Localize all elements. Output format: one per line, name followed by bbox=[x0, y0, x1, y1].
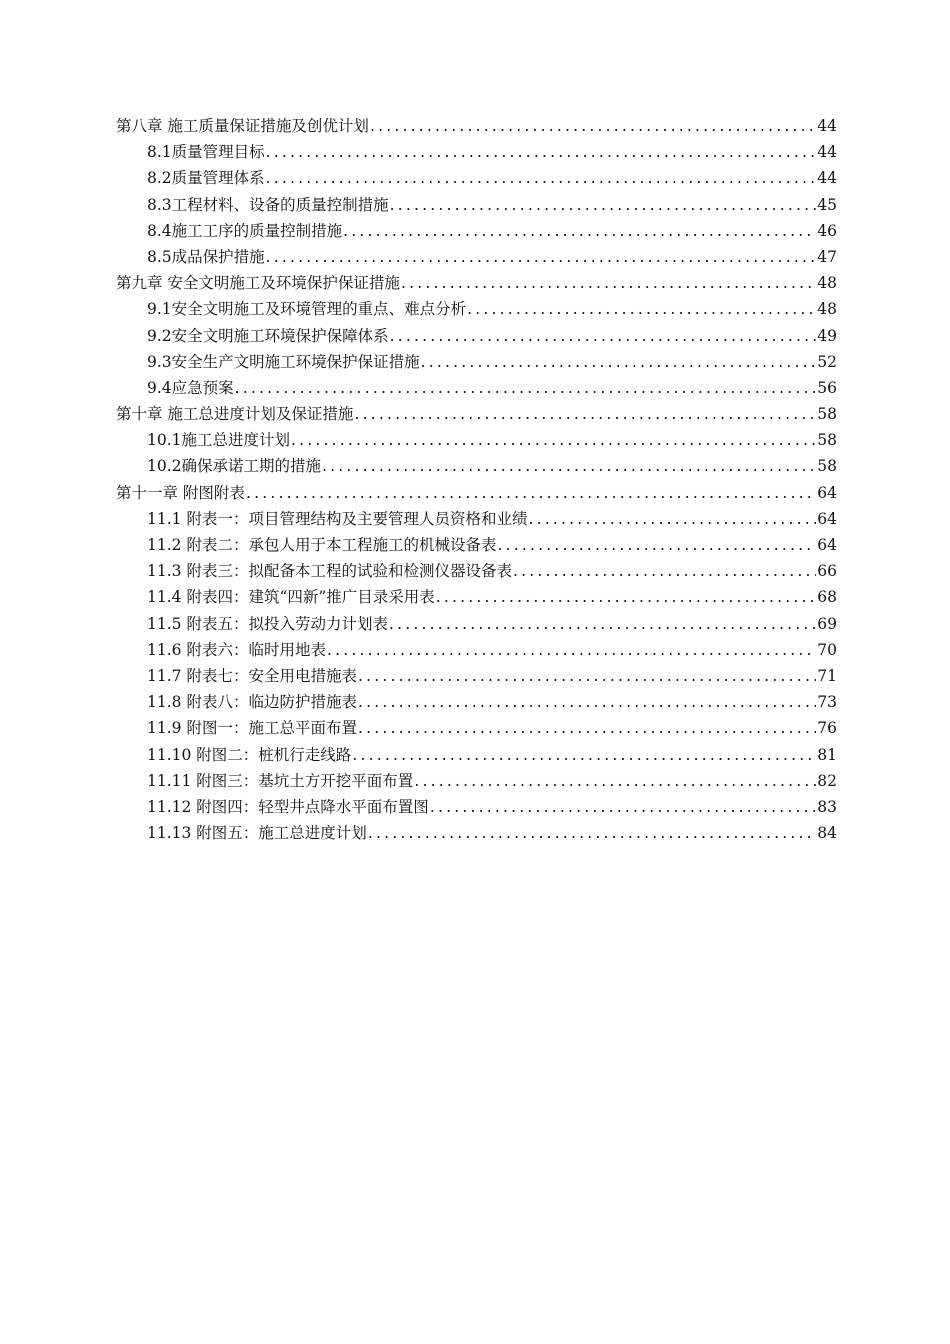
toc-dot-leader bbox=[497, 532, 816, 558]
toc-page-number: 52 bbox=[817, 352, 837, 371]
toc-page-number: 64 bbox=[817, 483, 837, 502]
toc-entry-title: 11.11 附图三：基坑土方开挖平面布置 bbox=[147, 771, 414, 790]
toc-entry-title: 第八章 施工质量保证措施及创优计划 bbox=[116, 117, 369, 135]
toc-dot-leader bbox=[390, 323, 817, 349]
toc-page-number: 83 bbox=[817, 797, 837, 816]
toc-dot-leader bbox=[322, 453, 816, 479]
toc-page-number: 84 bbox=[817, 824, 837, 843]
toc-section-entry[interactable] bbox=[116, 558, 837, 584]
toc-entry-title: 9.2安全文明施工环境保护保障体系 bbox=[147, 326, 389, 345]
toc-section-entry[interactable] bbox=[116, 427, 837, 453]
toc-entry-title: 11.13 附图五：施工总进度计划 bbox=[147, 824, 367, 843]
toc-chapter-entry[interactable] bbox=[116, 480, 837, 506]
toc-dot-leader bbox=[436, 584, 816, 610]
toc-page-number: 56 bbox=[817, 378, 837, 397]
toc-entry-title: 11.2 附表二：承包人用于本工程施工的机械设备表 bbox=[147, 536, 497, 554]
toc-chapter-entry[interactable] bbox=[116, 401, 837, 427]
toc-dot-leader bbox=[389, 611, 816, 637]
toc-entry-title: 8.3工程材料、设备的质量控制措施 bbox=[147, 195, 389, 214]
toc-section-entry[interactable] bbox=[116, 663, 837, 689]
toc-dot-leader bbox=[421, 349, 817, 375]
toc-page-number: 64 bbox=[817, 509, 837, 528]
toc-dot-leader bbox=[358, 715, 816, 741]
toc-entry-title: 11.8 附表八：临边防护措施表 bbox=[147, 693, 357, 712]
toc-dot-leader bbox=[370, 113, 816, 139]
toc-dot-leader bbox=[401, 270, 816, 296]
toc-page-number: 68 bbox=[817, 588, 837, 607]
toc-dot-leader bbox=[266, 244, 817, 270]
toc-page-number: 48 bbox=[817, 274, 837, 293]
toc-dot-leader bbox=[414, 768, 816, 794]
toc-dot-leader bbox=[390, 192, 817, 218]
toc-entry-title: 第九章 安全文明施工及环境保护保证措施 bbox=[116, 274, 400, 293]
toc-dot-leader bbox=[327, 637, 816, 663]
toc-section-entry[interactable] bbox=[116, 506, 837, 532]
toc-dot-leader bbox=[368, 820, 816, 846]
toc-dot-leader bbox=[513, 558, 816, 584]
toc-page-number: 73 bbox=[817, 693, 837, 712]
toc-section-entry[interactable] bbox=[116, 820, 837, 846]
toc-page-number: 58 bbox=[817, 405, 837, 424]
toc-section-entry[interactable] bbox=[116, 689, 837, 715]
toc-page-number: 47 bbox=[817, 247, 837, 266]
toc-page-number: 48 bbox=[817, 300, 837, 319]
toc-entry-title: 10.1施工总进度计划 bbox=[147, 431, 291, 450]
toc-page-number: 64 bbox=[817, 536, 837, 554]
toc-section-entry[interactable] bbox=[116, 715, 837, 741]
toc-dot-leader bbox=[354, 401, 816, 427]
toc-section-entry[interactable] bbox=[116, 532, 837, 558]
toc-entry-title: 11.9 附图一：施工总平面布置 bbox=[147, 719, 357, 738]
toc-dot-leader bbox=[467, 296, 816, 322]
toc-page-number: 46 bbox=[817, 221, 837, 240]
toc-section-entry[interactable] bbox=[116, 742, 837, 768]
toc-chapter-entry[interactable] bbox=[116, 113, 837, 139]
toc-entry-title: 10.2确保承诺工期的措施 bbox=[147, 457, 322, 476]
toc-section-entry[interactable] bbox=[116, 244, 837, 270]
toc-dot-leader bbox=[358, 663, 816, 689]
toc-section-entry[interactable] bbox=[116, 794, 837, 820]
toc-section-entry[interactable] bbox=[116, 296, 837, 322]
toc-section-entry[interactable] bbox=[116, 375, 837, 401]
toc-entry-title: 11.7 附表七：安全用电措施表 bbox=[147, 666, 357, 685]
toc-section-entry[interactable] bbox=[116, 453, 837, 479]
toc-entry-title: 11.1 附表一：项目管理结构及主要管理人员资格和业绩 bbox=[147, 509, 528, 528]
toc-page-number: 44 bbox=[817, 169, 837, 188]
toc-page-number: 81 bbox=[817, 745, 837, 764]
toc-section-entry[interactable] bbox=[116, 218, 837, 244]
toc-page-number: 45 bbox=[817, 195, 837, 214]
toc-section-entry[interactable] bbox=[116, 165, 837, 191]
toc-section-entry[interactable] bbox=[116, 349, 837, 375]
toc-entry-title: 9.1安全文明施工及环境管理的重点、难点分析 bbox=[147, 300, 467, 319]
toc-entry-title: 9.4应急预案 bbox=[147, 378, 234, 397]
toc-entry-title: 11.10 附图二：桩机行走线路 bbox=[147, 745, 352, 764]
toc-dot-leader bbox=[352, 742, 816, 768]
toc-dot-leader bbox=[430, 794, 816, 820]
toc-entry-title: 第十章 施工总进度计划及保证措施 bbox=[116, 405, 354, 424]
toc-entry-title: 11.3 附表三：拟配备本工程的试验和检测仪器设备表 bbox=[147, 562, 512, 581]
toc-entry-title: 第十一章 附图附表 bbox=[116, 483, 245, 502]
toc-dot-leader bbox=[266, 139, 817, 165]
table-of-contents bbox=[116, 113, 837, 846]
toc-section-entry[interactable] bbox=[116, 139, 837, 165]
toc-entry-title: 8.1质量管理目标 bbox=[147, 143, 265, 162]
toc-page-number: 70 bbox=[817, 640, 837, 659]
toc-page-number: 69 bbox=[817, 614, 837, 633]
toc-section-entry[interactable] bbox=[116, 192, 837, 218]
toc-entry-title: 9.3安全生产文明施工环境保护保证措施 bbox=[147, 352, 420, 371]
toc-dot-leader bbox=[358, 689, 816, 715]
toc-page-number: 44 bbox=[817, 117, 837, 135]
toc-page-number: 58 bbox=[817, 431, 837, 450]
toc-page-number: 49 bbox=[817, 326, 837, 345]
toc-page-number: 66 bbox=[817, 562, 837, 581]
toc-dot-leader bbox=[291, 427, 816, 453]
toc-page-number: 82 bbox=[817, 771, 837, 790]
toc-entry-title: 11.12 附图四：轻型井点降水平面布置图 bbox=[147, 797, 429, 816]
toc-entry-title: 8.5成品保护措施 bbox=[147, 247, 265, 266]
toc-chapter-entry[interactable] bbox=[116, 270, 837, 296]
toc-dot-leader bbox=[343, 218, 816, 244]
toc-section-entry[interactable] bbox=[116, 584, 837, 610]
toc-section-entry[interactable] bbox=[116, 611, 837, 637]
toc-dot-leader bbox=[266, 165, 817, 191]
toc-section-entry[interactable] bbox=[116, 637, 837, 663]
toc-entry-title: 11.5 附表五：拟投入劳动力计划表 bbox=[147, 614, 388, 633]
toc-entry-title: 8.4施工工序的质量控制措施 bbox=[147, 221, 343, 240]
toc-entry-title: 8.2质量管理体系 bbox=[147, 169, 265, 188]
toc-page-number: 76 bbox=[817, 719, 837, 738]
toc-section-entry[interactable] bbox=[116, 323, 837, 349]
toc-dot-leader bbox=[246, 480, 816, 506]
toc-page-number: 58 bbox=[817, 457, 837, 476]
toc-page-number: 44 bbox=[817, 143, 837, 162]
toc-section-entry[interactable] bbox=[116, 768, 837, 794]
toc-page-number: 71 bbox=[817, 666, 837, 685]
toc-entry-title: 11.4 附表四：建筑“四新”推广目录采用表 bbox=[147, 588, 435, 607]
toc-entry-title: 11.6 附表六：临时用地表 bbox=[147, 640, 326, 659]
toc-dot-leader bbox=[235, 375, 817, 401]
toc-dot-leader bbox=[528, 506, 816, 532]
